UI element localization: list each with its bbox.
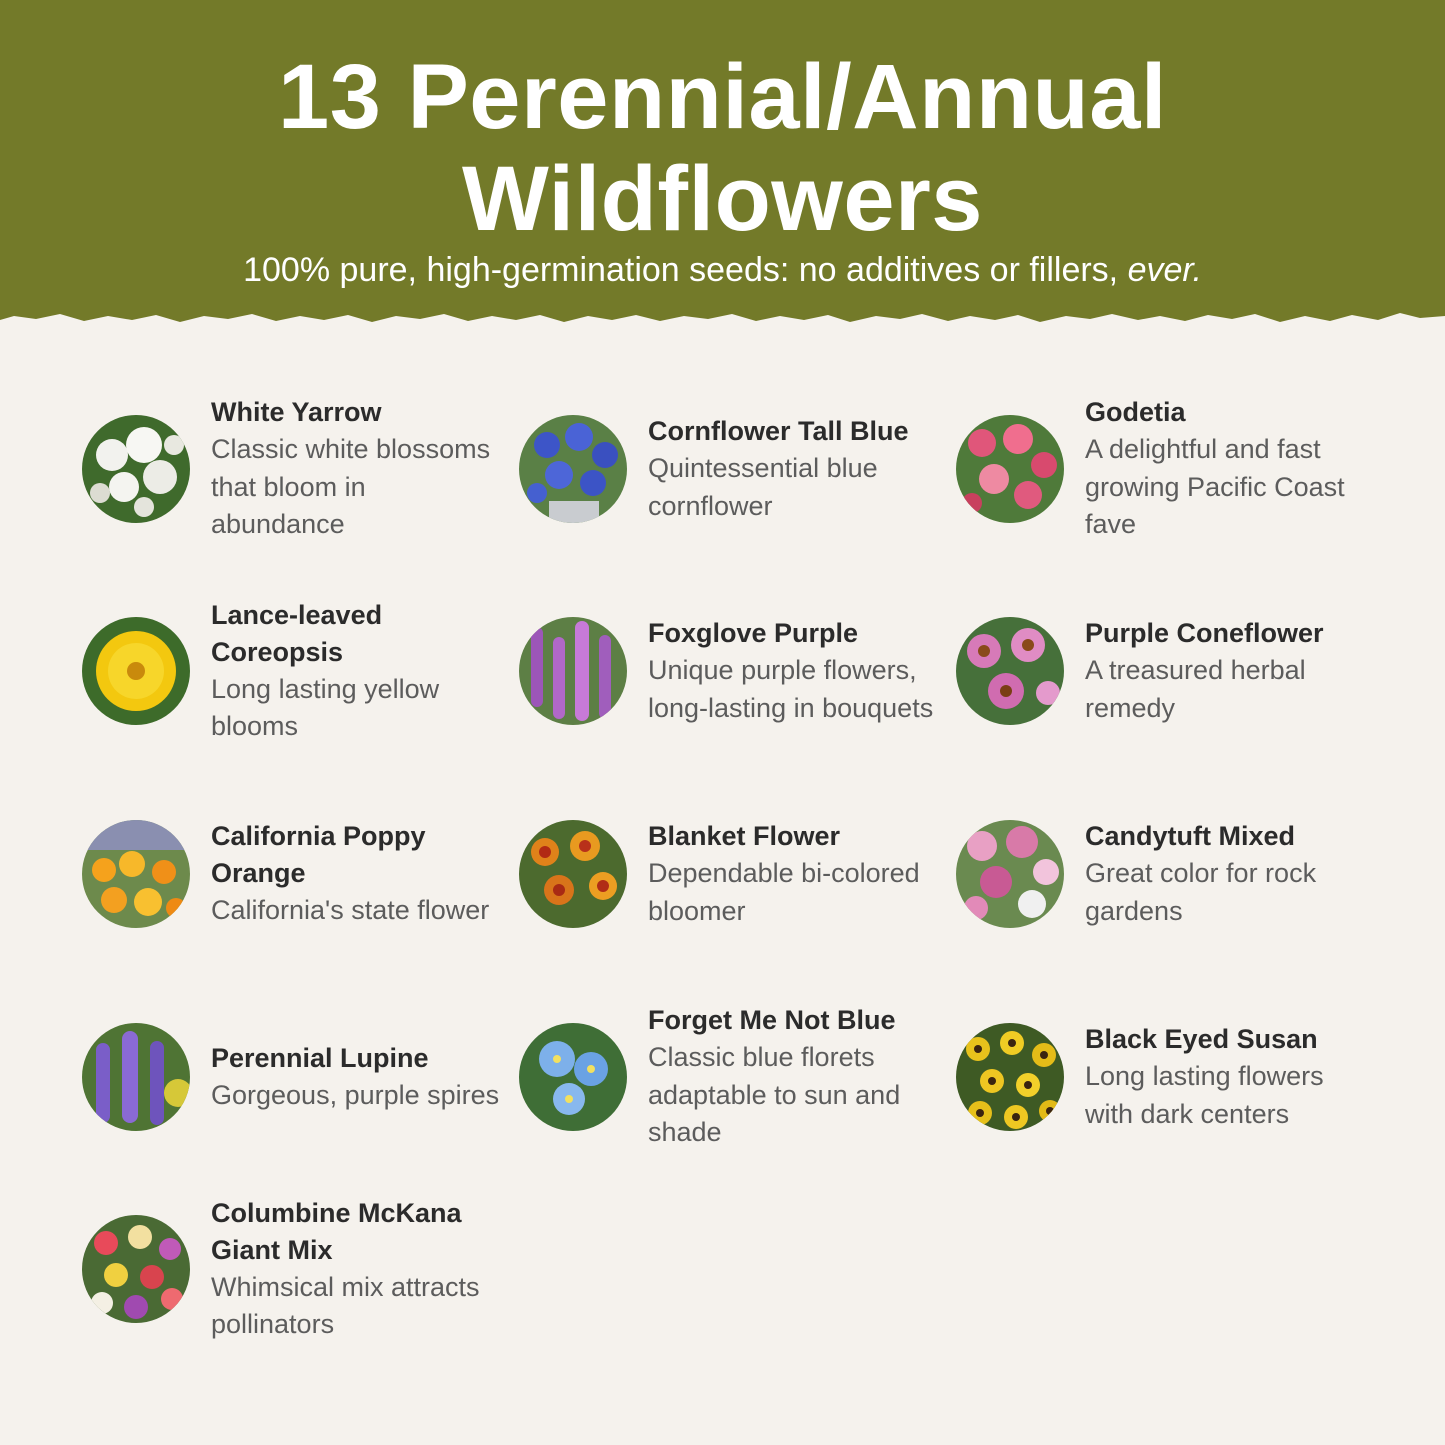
flower-name: Columbine McKana Giant Mix [211, 1197, 462, 1265]
flower-item-godetia [956, 394, 1376, 544]
page-title [0, 46, 1445, 250]
title-line-2: Wildflowers [462, 148, 983, 250]
flower-description: Dependable bi-colored bloomer [648, 858, 920, 926]
flower-name: Blanket Flower [648, 821, 841, 851]
flower-name: Candytuft Mixed [1085, 821, 1296, 851]
flower-description: Long lasting flowers with dark centers [1085, 1061, 1324, 1129]
blanket-flower-photo [519, 820, 627, 928]
flower-item-columbine [82, 1194, 502, 1344]
flower-name: White Yarrow [211, 397, 382, 428]
flower-description: Quintessential blue cornflower [648, 453, 878, 521]
flower-description: Classic blue florets adaptable to sun and shade [648, 1042, 901, 1148]
flower-description: Unique purple flowers, long-lasting in bouquets [648, 655, 934, 723]
flower-item-forget-me-not [519, 1002, 939, 1152]
flower-name: Cornflower Tall Blue [648, 416, 909, 446]
flower-item-white-yarrow [82, 394, 502, 544]
flower-name: California Poppy Orange [211, 821, 426, 889]
flower-item-coreopsis [82, 596, 502, 746]
white-yarrow-photo [82, 415, 190, 523]
flower-description: California's state flower [211, 895, 490, 926]
flower-description: A delightful and fast growing Pacific Coast fave [1085, 434, 1345, 540]
foxglove-photo [519, 617, 627, 725]
forget-me-not-photo [519, 1023, 627, 1131]
flower-item-lupine [82, 1002, 502, 1152]
poppy-photo [82, 820, 190, 928]
flower-item-poppy [82, 799, 502, 949]
coneflower-photo [956, 617, 1064, 725]
flower-name: Perennial Lupine [211, 1042, 429, 1073]
black-eyed-susan-photo [956, 1023, 1064, 1131]
flower-name: Purple Coneflower [1085, 618, 1324, 648]
candytuft-photo [956, 820, 1064, 928]
godetia-photo [956, 415, 1064, 523]
flower-name: Black Eyed Susan [1085, 1024, 1318, 1054]
flower-description: Great color for rock gardens [1085, 858, 1317, 926]
lupine-photo [82, 1023, 190, 1131]
flower-description: Gorgeous, purple spires [211, 1079, 500, 1110]
cornflower-photo [519, 415, 627, 523]
columbine-photo [82, 1215, 190, 1323]
flower-item-candytuft [956, 799, 1376, 949]
flower-item-foxglove [519, 596, 939, 746]
coreopsis-photo [82, 617, 190, 725]
header-banner [0, 0, 1445, 340]
flower-description: Long lasting yellow blooms [211, 673, 440, 741]
flower-item-black-eyed-susan [956, 1002, 1376, 1152]
flower-name: Lance-leaved Coreopsis [211, 599, 383, 667]
page-subtitle [0, 248, 1445, 292]
title-line-1: 13 Perennial/Annual [278, 46, 1167, 148]
subtitle-text: 100% pure, high-germination seeds: no additives or fillers, [243, 251, 1128, 289]
flower-item-blanket-flower [519, 799, 939, 949]
flower-description: A treasured herbal remedy [1085, 655, 1306, 723]
flower-name: Forget Me Not Blue [648, 1005, 896, 1036]
flower-name: Godetia [1085, 397, 1186, 428]
flower-description: Whimsical mix attracts pollinators [211, 1271, 480, 1339]
flower-description: Classic white blossoms that bloom in abundance [211, 434, 491, 540]
flower-name: Foxglove Purple [648, 618, 859, 648]
flower-item-coneflower [956, 596, 1376, 746]
subtitle-emphasis: ever. [1127, 251, 1202, 289]
flower-item-cornflower [519, 394, 939, 544]
